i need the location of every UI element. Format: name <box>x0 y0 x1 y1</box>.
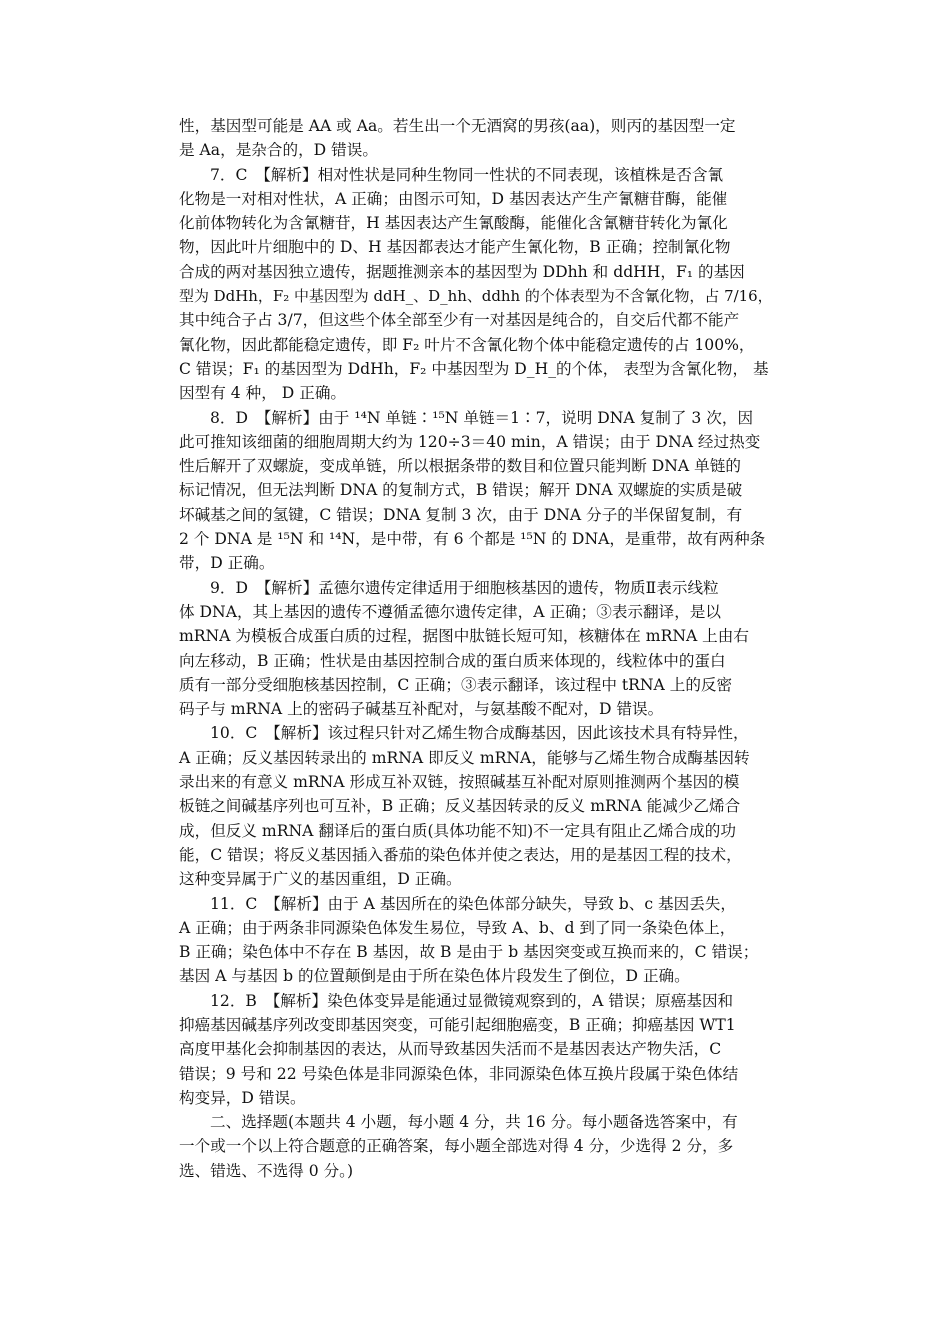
text-line: 能，C 错误；将反义基因插入番茄的染色体并使之表达，用的是基因工程的技术， <box>179 845 742 864</box>
text-line: 体 DNA，其上基因的遗传不遵循孟德尔遗传定律，A 正确；③表示翻译，是以 <box>179 602 721 621</box>
text-line: 质有一部分受细胞核基因控制，C 正确；③表示翻译，该过程中 tRNA 上的反密 <box>179 675 733 694</box>
text-line: 坏碱基之间的氢键，C 错误；DNA 复制 3 次，由于 DNA 分子的半保留复制，有 <box>179 505 743 524</box>
text-line: 因型有 4 种， D 正确。 <box>179 384 347 403</box>
text-line: 性后解开了双螺旋，变成单链，所以根据条带的数目和位置只能判断 DNA 单链的 <box>179 457 741 476</box>
text-line: 氰化物，因此都能稳定遗传，即 F₂ 叶片不含氰化物个体中能稳定遗传的占 100%， <box>179 335 755 354</box>
text-line: 11．C 【解析】由于 A 基因所在的染色体部分缺失，导致 b、c 基因丢失， <box>210 894 736 913</box>
text-line: 这种变异属于广义的基因重组，D 正确。 <box>179 870 462 889</box>
text-line: 12．B 【解析】染色体变异是能通过显微镜观察到的，A 错误；原癌基因和 <box>210 991 734 1010</box>
text-line: 一个或一个以上符合题意的正确答案，每小题全部选对得 4 分，少选得 2 分，多 <box>179 1137 734 1156</box>
text-line: 抑癌基因碱基序列改变即基因突变，可能引起细胞癌变，B 正确；抑癌基因 WT1 <box>179 1015 736 1034</box>
text-line: 带，D 正确。 <box>179 554 275 573</box>
text-line: 化物是一对相对性状，A 正确；由图示可知，D 基因表达产生产氰糖苷酶，能催 <box>179 189 728 208</box>
text-line: 8．D 【解析】由于 ¹⁴N 单链∶¹⁵N 单链＝1∶7，说明 DNA 复制了 3 次，因 <box>210 408 754 427</box>
text-line: 二、选择题(本题共 4 小题，每小题 4 分，共 16 分。每小题备选答案中，有 <box>210 1113 738 1132</box>
text-line: 基因 A 与基因 b 的位置颠倒是由于所在染色体片段发生了倒位，D 正确。 <box>179 967 690 986</box>
text-line: A 正确；由于两条非同源染色体发生易位，导致 A、b、d 到了同一条染色体上， <box>179 918 736 937</box>
text-line: 2 个 DNA 是 ¹⁵N 和 ¹⁴N，是中带，有 6 个都是 ¹⁵N 的 DNA，是重带，故有两种条 <box>179 530 766 549</box>
text-line: 是 Aa，是杂合的，D 错误。 <box>179 141 378 160</box>
text-line: 此可推知该细菌的细胞周期大约为 120÷3＝40 min，A 错误；由于 DNA 经过热变 <box>179 432 761 451</box>
text-line: B 正确；染色体中不存在 B 基因，故 B 是由于 b 基因突变或互换而来的，C 错误； <box>179 943 759 962</box>
text-line: 选、错选、不选得 0 分。) <box>179 1161 354 1180</box>
text-line: 向左移动，B 正确；性状是由基因控制合成的蛋白质来体现的，线粒体中的蛋白 <box>179 651 726 670</box>
text-line: 码子与 mRNA 上的密码子碱基互补配对，与氨基酸不配对，D 错误。 <box>179 700 664 719</box>
text-line: 其中纯合子占 3/7，但这些个体全部至少有一对基因是纯合的，自交后代都不能产 <box>179 311 740 330</box>
text-line: 标记情况，但无法判断 DNA 的复制方式，B 错误；解开 DNA 双螺旋的实质是破 <box>179 481 743 500</box>
text-line: 合成的两对基因独立遗传，据题推测亲本的基因型为 DDhh 和 ddHH，F₁ 的基因 <box>179 262 745 281</box>
text-line: 物，因此叶片细胞中的 D、H 基因都表达才能产生氰化物，B 正确；控制氰化物 <box>179 238 731 257</box>
text-line: C 错误；F₁ 的基因型为 DdHh，F₂ 中基因型为 D_H_的个体， 表型为含氰化物， 基 <box>179 359 769 378</box>
text-line: 9．D 【解析】孟德尔遗传定律适用于细胞核基因的遗传，物质Ⅱ表示线粒 <box>210 578 719 597</box>
text-line: 错误；9 号和 22 号染色体是非同源染色体，非同源染色体互换片段属于染色体结 <box>179 1064 739 1083</box>
text-line: 10．C 【解析】该过程只针对乙烯生物合成酶基因，因此该技术具有特异性， <box>210 724 749 743</box>
text-line: 高度甲基化会抑制基因的表达，从而导致基因失活而不是基因表达产物失活，C <box>179 1040 722 1059</box>
text-line: 7．C 【解析】相对性状是同种生物同一性状的不同表现，该植株是否含氰 <box>210 165 724 184</box>
text-line: 录出来的有意义 mRNA 形成互补双链，按照碱基互补配对原则推测两个基因的模 <box>179 773 740 792</box>
text-line: 化前体物转化为含氰糖苷，H 基因表达产生氰酸酶，能催化含氰糖苷转化为氰化 <box>179 214 728 233</box>
text-line: mRNA 为模板合成蛋白质的过程，据图中肽链长短可知，核糖体在 mRNA 上由右 <box>179 627 749 646</box>
text-line: 板链之间碱基序列也可互补，B 正确；反义基因转录的反义 mRNA 能减少乙烯合 <box>179 797 741 816</box>
text-line: 成，但反义 mRNA 翻译后的蛋白质(具体功能不知)不一定具有阻止乙烯合成的功 <box>179 821 736 840</box>
text-line: 性，基因型可能是 AA 或 Aa。若生出一个无酒窝的男孩(aa)，则丙的基因型一定 <box>179 117 736 135</box>
text-line: A 正确；反义基因转录出的 mRNA 即反义 mRNA，能够与乙烯生物合成酶基因转 <box>179 748 750 767</box>
document-body <box>179 114 773 1183</box>
text-line: 构变异，D 错误。 <box>179 1088 306 1107</box>
text-line: 型为 DdHh，F₂ 中基因型为 ddH_、D_hh、ddhh 的个体表型为不含氰化物，占 7/16， <box>179 287 773 306</box>
